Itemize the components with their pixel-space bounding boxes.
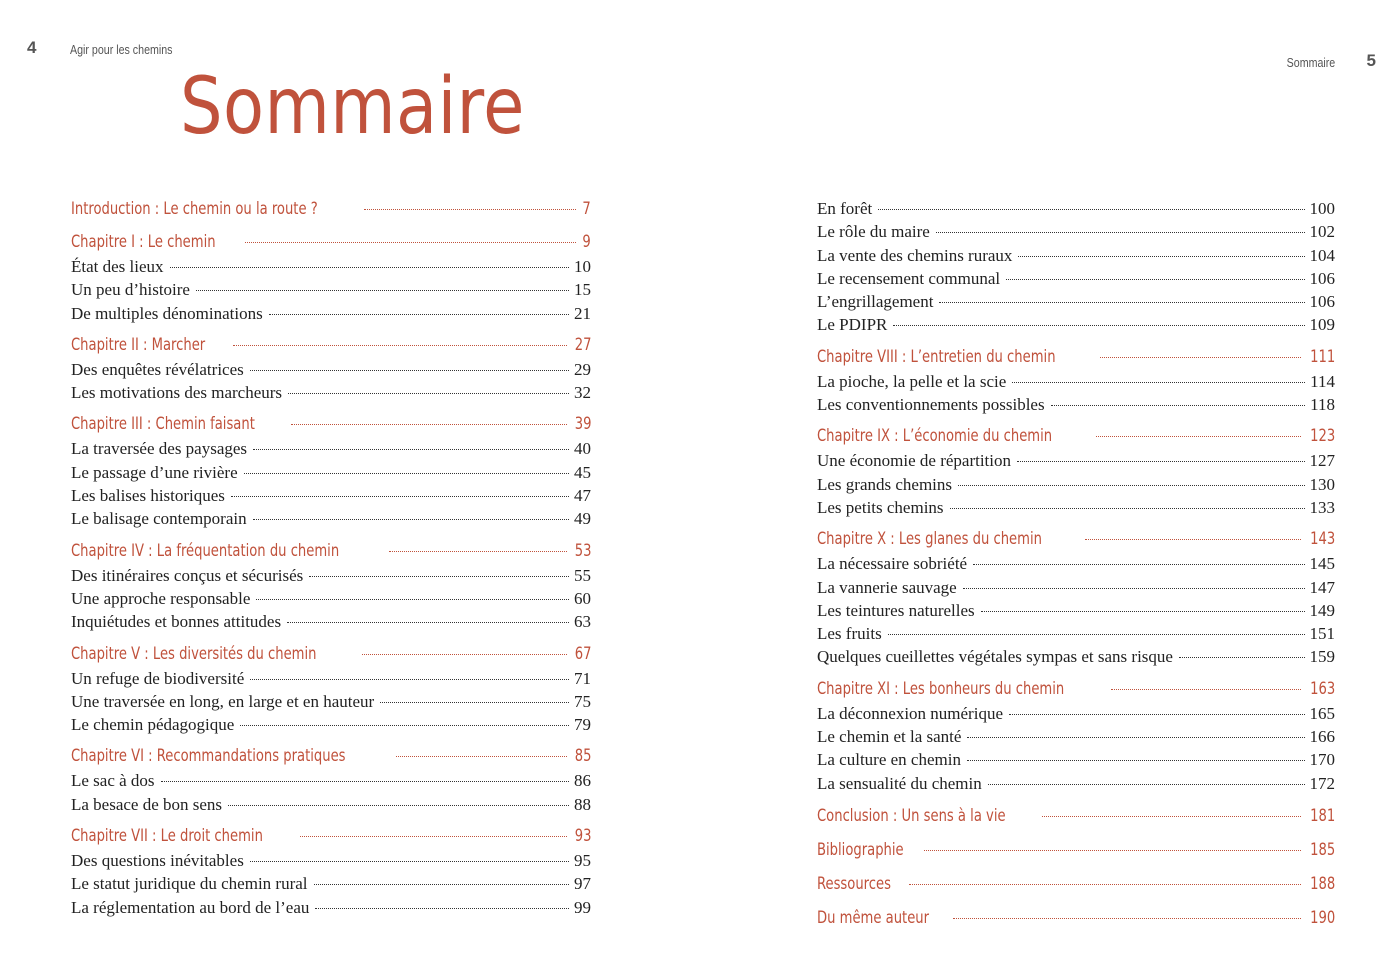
- toc-page-number: 71: [574, 668, 591, 688]
- toc-chapter-row: [817, 840, 1335, 865]
- dot-leader: [878, 209, 1304, 210]
- toc-chapter-row: [71, 232, 591, 257]
- toc-entry-row: [817, 498, 1335, 521]
- dot-leader: [253, 519, 569, 520]
- toc-entry-row: [817, 647, 1335, 670]
- dot-leader: [287, 622, 569, 623]
- dot-leader: [288, 393, 569, 394]
- toc-chapter-row: [817, 347, 1335, 372]
- toc-label: Du même auteur: [817, 907, 930, 928]
- dot-leader: [253, 449, 569, 450]
- toc-label: Bibliographie: [817, 839, 904, 860]
- dot-leader: [1012, 382, 1305, 383]
- dot-leader: [233, 345, 566, 346]
- running-head: Sommaire: [1286, 55, 1335, 70]
- dot-leader: [291, 424, 567, 425]
- toc-label: Le chemin pédagogique: [71, 715, 235, 735]
- toc-label: Chapitre III : Chemin faisant: [71, 414, 255, 435]
- toc-page-number: 185: [1309, 839, 1335, 860]
- dot-leader: [1100, 357, 1300, 358]
- dot-leader: [958, 485, 1304, 486]
- dot-leader: [1006, 279, 1304, 280]
- toc-page-number: 45: [574, 462, 591, 482]
- toc-page-number: 29: [574, 359, 591, 379]
- toc-entry-row: [817, 704, 1335, 727]
- toc-page-number: 143: [1309, 529, 1335, 550]
- toc-entry-row: [71, 874, 591, 897]
- toc-page-number: 163: [1309, 678, 1335, 699]
- toc-label: Un refuge de biodiversité: [71, 668, 245, 688]
- toc-entry-row: [817, 292, 1335, 315]
- dot-leader: [1111, 689, 1301, 690]
- toc-entry-row: [817, 451, 1335, 474]
- toc-label: La culture en chemin: [817, 750, 961, 770]
- toc-entry-row: [817, 624, 1335, 647]
- toc-label: Chapitre II : Marcher: [71, 334, 206, 355]
- toc-label: Le sac à dos: [71, 771, 155, 791]
- toc-page-number: 172: [1309, 773, 1335, 793]
- dot-leader: [362, 654, 566, 655]
- dot-leader: [269, 314, 569, 315]
- toc-page-number: 170: [1309, 750, 1335, 770]
- toc-page-number: 49: [574, 509, 591, 529]
- toc-label: La pioche, la pelle et la scie: [817, 371, 1007, 391]
- toc-entry-row: [71, 257, 591, 280]
- toc-chapter-row: [71, 826, 591, 851]
- toc-label: Les grands chemins: [817, 474, 953, 494]
- toc-label: La vente des chemins ruraux: [817, 245, 1013, 265]
- toc-entry-row: [71, 360, 591, 383]
- toc-label: La déconnexion numérique: [817, 703, 1003, 723]
- dot-leader: [245, 242, 576, 243]
- toc-label: Le balisage contemporain: [71, 509, 247, 529]
- toc-label: Chapitre VIII : L’entretien du chemin: [817, 346, 1056, 367]
- toc-chapter-row: [817, 679, 1335, 704]
- dot-leader: [1179, 657, 1305, 658]
- toc-entry-row: [817, 727, 1335, 750]
- dot-leader: [936, 232, 1305, 233]
- dot-leader: [196, 290, 569, 291]
- dot-leader: [300, 836, 566, 837]
- toc-label: Le rôle du maire: [817, 222, 930, 242]
- toc-entry-row: [71, 851, 591, 874]
- toc-label: Les petits chemins: [817, 497, 944, 517]
- toc-page-number: 9: [582, 232, 591, 252]
- toc-chapter-row: [817, 529, 1335, 554]
- dot-leader: [250, 679, 569, 680]
- dot-leader: [244, 473, 569, 474]
- toc-page-number: 165: [1309, 703, 1335, 723]
- toc-page-number: 95: [574, 851, 591, 871]
- dot-leader: [973, 564, 1304, 565]
- toc-label: En forêt: [817, 199, 873, 218]
- toc-page-number: 106: [1309, 268, 1335, 288]
- dot-leader: [314, 884, 569, 885]
- dot-leader: [1017, 461, 1304, 462]
- toc-page-number: 75: [574, 691, 591, 711]
- toc-chapter-row: [817, 874, 1335, 899]
- toc-page-number: 181: [1309, 805, 1335, 826]
- toc-label: Les balises historiques: [71, 486, 225, 506]
- toc-entry-row: [817, 315, 1335, 338]
- toc-label: La vannerie sauvage: [817, 577, 957, 597]
- toc-label: Conclusion : Un sens à la vie: [817, 805, 1006, 826]
- toc-label: La sensualité du chemin: [817, 773, 982, 793]
- toc-label: Des questions inévitables: [71, 851, 244, 871]
- toc-page-number: 100: [1309, 199, 1335, 218]
- toc-label: La besace de bon sens: [71, 794, 223, 814]
- toc-label: L’engrillagement: [817, 292, 934, 312]
- toc-page-number: 79: [574, 715, 591, 735]
- dot-leader: [161, 781, 569, 782]
- toc-entry-row: [817, 269, 1335, 292]
- toc-label: Une traversée en long, en large et en hauteur: [71, 691, 375, 711]
- toc-label: La réglementation au bord de l’eau: [71, 897, 310, 917]
- toc-entry-row: [817, 578, 1335, 601]
- toc-page-number: 188: [1309, 873, 1335, 894]
- page-number: 5: [1366, 51, 1376, 70]
- toc-chapter-row: [71, 414, 591, 439]
- toc-label: Ressources: [817, 873, 891, 894]
- toc-entry-row: [817, 372, 1335, 395]
- toc-page-number: 60: [574, 588, 591, 608]
- dot-leader: [909, 884, 1301, 885]
- dot-leader: [309, 576, 569, 577]
- dot-leader: [1085, 539, 1301, 540]
- dot-leader: [256, 599, 569, 600]
- toc-label: Chapitre IV : La fréquentation du chemin: [71, 540, 340, 561]
- dot-leader: [893, 325, 1304, 326]
- dot-leader: [231, 496, 569, 497]
- toc-page-number: 21: [574, 303, 591, 323]
- toc-entry-row: [71, 669, 591, 692]
- toc-label: Chapitre XI : Les bonheurs du chemin: [817, 678, 1065, 699]
- toc-entry-row: [817, 774, 1335, 797]
- toc-entry-row: [71, 692, 591, 715]
- toc-page-number: 123: [1309, 426, 1335, 447]
- toc-label: Des itinéraires conçus et sécurisés: [71, 565, 304, 585]
- toc-page-number: 99: [574, 897, 591, 917]
- toc-label: Le recensement communal: [817, 268, 1001, 288]
- toc-page-number: 97: [574, 874, 591, 894]
- toc-page-number: 15: [574, 280, 591, 300]
- toc-label: Une approche responsable: [71, 588, 251, 608]
- toc-label: Chapitre X : Les glanes du chemin: [817, 529, 1042, 550]
- toc-page-number: 106: [1309, 292, 1335, 312]
- toc-label: Les fruits: [817, 624, 882, 644]
- toc-label: Inquiétudes et bonnes attitudes: [71, 612, 282, 632]
- dot-leader: [240, 725, 569, 726]
- toc-chapter-row: [817, 908, 1335, 933]
- toc-entry-row: [71, 612, 591, 635]
- running-head: Agir pour les chemins: [70, 42, 173, 57]
- toc-label: La nécessaire sobriété: [817, 554, 968, 574]
- toc-entry-row: [817, 246, 1335, 269]
- toc-entry-row: [817, 750, 1335, 773]
- dot-leader: [950, 508, 1305, 509]
- toc-entry-row: [71, 463, 591, 486]
- toc-page-number: 118: [1310, 395, 1335, 415]
- dot-leader: [170, 267, 569, 268]
- toc-page-number: 114: [1310, 371, 1335, 391]
- toc-chapter-row: [71, 199, 591, 224]
- toc-label: De multiples dénominations: [71, 303, 263, 323]
- toc-page-number: 190: [1309, 907, 1335, 928]
- dot-leader: [364, 209, 576, 210]
- toc-page-number: 111: [1309, 346, 1335, 367]
- toc-page-number: 86: [574, 771, 591, 791]
- dot-leader: [1042, 816, 1301, 817]
- dot-leader: [888, 634, 1305, 635]
- dot-leader: [988, 784, 1305, 785]
- toc-label: Chapitre V : Les diversités du chemin: [71, 643, 317, 664]
- dot-leader: [250, 861, 569, 862]
- toc-label: Des enquêtes révélatrices: [71, 359, 244, 379]
- toc-label: Quelques cueillettes végétales sympas et sans risque: [817, 647, 1173, 667]
- dot-leader: [924, 850, 1301, 851]
- page-number: 4: [27, 38, 37, 57]
- toc-page-number: 32: [574, 383, 591, 403]
- toc-entry-row: [817, 222, 1335, 245]
- toc-page-number: 159: [1309, 647, 1335, 667]
- toc-label: Chapitre I : Le chemin: [71, 232, 216, 252]
- toc-page-number: 39: [574, 414, 591, 435]
- toc-label: Introduction : Le chemin ou la route ?: [71, 199, 318, 219]
- toc-label: Un peu d’histoire: [71, 280, 190, 300]
- dot-leader: [967, 760, 1305, 761]
- toc-entry-row: [71, 771, 591, 794]
- toc-page-number: 145: [1309, 554, 1335, 574]
- dot-leader: [963, 588, 1305, 589]
- dot-leader: [380, 702, 569, 703]
- right-page: [700, 0, 1400, 980]
- dot-leader: [389, 551, 567, 552]
- toc-label: Chapitre VI : Recommandations pratiques: [71, 746, 346, 767]
- dot-leader: [953, 918, 1301, 919]
- toc-label: Chapitre IX : L’économie du chemin: [817, 426, 1053, 447]
- toc-chapter-row: [71, 746, 591, 771]
- dot-leader: [939, 302, 1304, 303]
- toc-page-number: 53: [574, 540, 591, 561]
- dot-leader: [981, 611, 1305, 612]
- dot-leader: [1096, 436, 1300, 437]
- toc-label: Les conventionnements possibles: [817, 395, 1045, 415]
- toc-page-number: 104: [1309, 245, 1335, 265]
- toc-label: État des lieux: [71, 257, 164, 276]
- toc-entry-row: [71, 589, 591, 612]
- toc-page-number: 93: [574, 826, 591, 847]
- toc-page-number: 149: [1309, 600, 1335, 620]
- toc-page-number: 166: [1309, 727, 1335, 747]
- dot-leader: [250, 370, 569, 371]
- toc-page-number: 40: [574, 439, 591, 459]
- dot-leader: [1018, 256, 1304, 257]
- toc-page-number: 109: [1309, 315, 1335, 335]
- table-of-contents-left: [71, 199, 591, 921]
- toc-entry-row: [817, 601, 1335, 624]
- toc-page-number: 27: [574, 334, 591, 355]
- toc-entry-row: [71, 304, 591, 327]
- toc-entry-row: [71, 439, 591, 462]
- toc-page-number: 47: [574, 486, 591, 506]
- toc-chapter-row: [71, 335, 591, 360]
- toc-entry-row: [71, 509, 591, 532]
- toc-label: Le statut juridique du chemin rural: [71, 874, 308, 894]
- dot-leader: [1009, 714, 1305, 715]
- toc-page-number: 88: [574, 794, 591, 814]
- dot-leader: [315, 908, 569, 909]
- toc-label: Le PDIPR: [817, 315, 888, 335]
- toc-entry-row: [817, 554, 1335, 577]
- toc-page-number: 133: [1309, 497, 1335, 517]
- toc-page-number: 67: [574, 643, 591, 664]
- toc-entry-row: [71, 898, 591, 921]
- toc-label: La traversée des paysages: [71, 439, 248, 459]
- table-of-contents-right: [817, 199, 1335, 933]
- toc-entry-row: [71, 383, 591, 406]
- toc-chapter-row: [817, 806, 1335, 831]
- dot-leader: [967, 737, 1304, 738]
- toc-entry-row: [71, 715, 591, 738]
- toc-page-number: 147: [1309, 577, 1335, 597]
- toc-page-number: 130: [1309, 474, 1335, 494]
- toc-label: Une économie de répartition: [817, 451, 1012, 471]
- toc-chapter-row: [71, 541, 591, 566]
- page-title: Sommaire: [180, 62, 525, 152]
- dot-leader: [1051, 405, 1306, 406]
- toc-page-number: 102: [1309, 222, 1335, 242]
- toc-page-number: 55: [574, 565, 591, 585]
- toc-page-number: 151: [1309, 624, 1335, 644]
- toc-entry-row: [71, 486, 591, 509]
- toc-label: Le passage d’une rivière: [71, 462, 238, 482]
- toc-page-number: 63: [574, 612, 591, 632]
- toc-label: Le chemin et la santé: [817, 727, 962, 747]
- toc-chapter-row: [71, 644, 591, 669]
- dot-leader: [228, 805, 569, 806]
- toc-chapter-row: [817, 426, 1335, 451]
- toc-entry-row: [817, 199, 1335, 222]
- toc-page-number: 127: [1309, 451, 1335, 471]
- toc-page-number: 10: [574, 257, 591, 276]
- toc-page-number: 85: [574, 746, 591, 767]
- toc-entry-row: [71, 280, 591, 303]
- toc-entry-row: [71, 795, 591, 818]
- toc-label: Les teintures naturelles: [817, 600, 975, 620]
- toc-entry-row: [817, 395, 1335, 418]
- toc-label: Chapitre VII : Le droit chemin: [71, 826, 263, 847]
- toc-label: Les motivations des marcheurs: [71, 383, 283, 403]
- toc-entry-row: [71, 566, 591, 589]
- toc-page-number: 7: [582, 199, 591, 219]
- toc-entry-row: [817, 475, 1335, 498]
- dot-leader: [396, 756, 566, 757]
